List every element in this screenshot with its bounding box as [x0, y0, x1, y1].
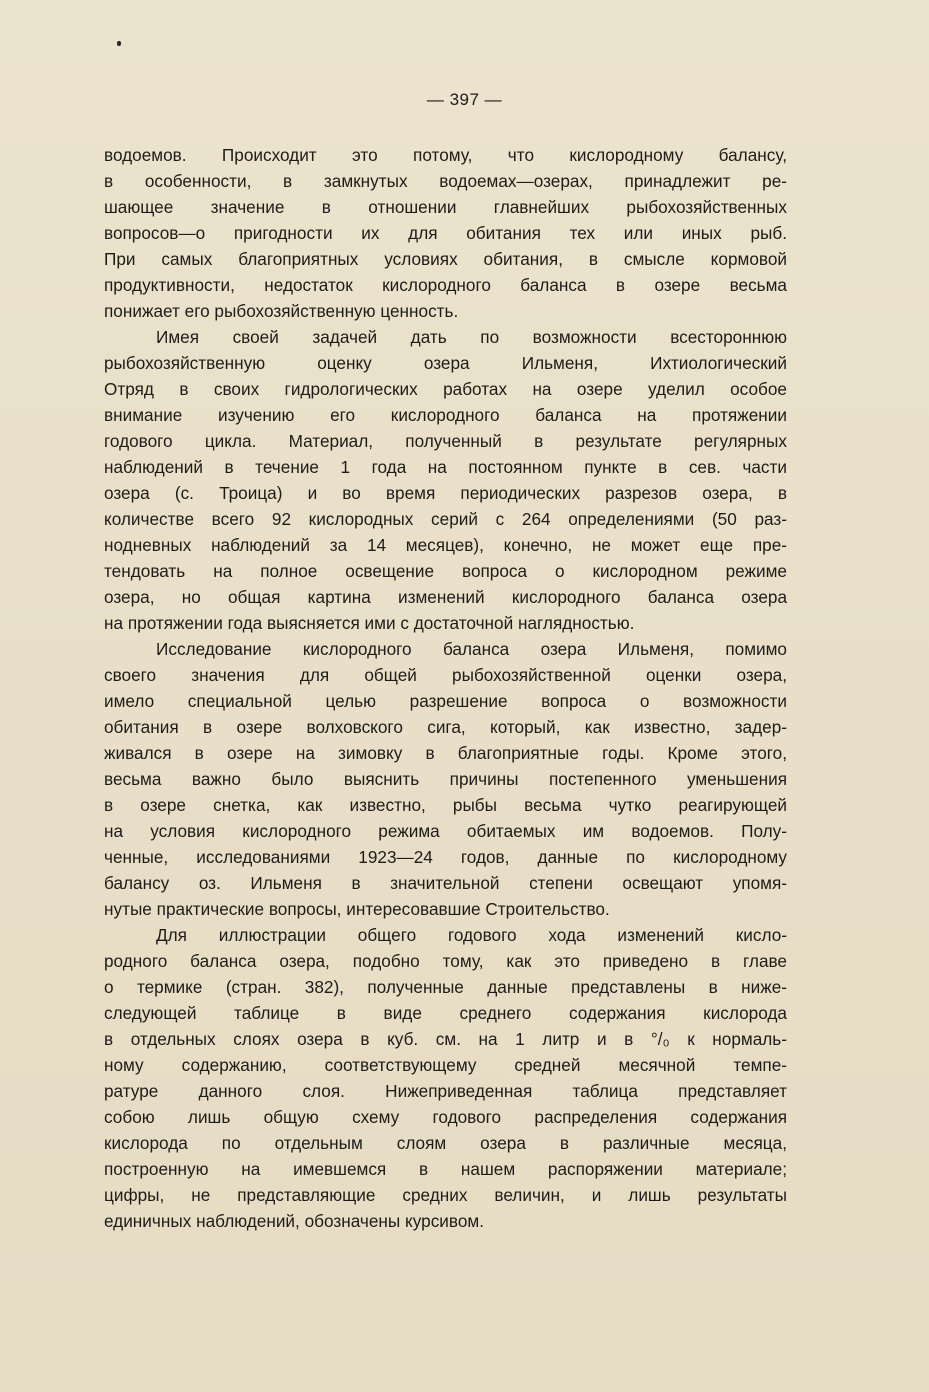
text-line: продуктивности, недостаток кислородного баланса в озере весьма [104, 275, 787, 295]
body-text [104, 142, 787, 1234]
text-line: Отряд в своих гидрологических работах на озере уделил особое [104, 379, 787, 399]
text-line: кислорода по отдельным слоям озера в различные месяца, [104, 1133, 787, 1153]
text-line: в особенности, в замкнутых водоемах—озерах, принадлежит ре- [104, 171, 787, 191]
text-line: собою лишь общую схему годового распределения содержания [104, 1107, 787, 1127]
paragraph [104, 922, 787, 1234]
text-line: рыбохозяйственную оценку озера Ильменя, Ихтиологический [104, 353, 787, 373]
text-line: количестве всего 92 кислородных серий с 264 определениями (50 раз- [104, 509, 787, 529]
text-line: годового цикла. Материал, полученный в результате регулярных [104, 431, 787, 451]
text-line: тендовать на полное освещение вопроса о кислородном режиме [104, 561, 787, 581]
text-line: на условия кислородного режима обитаемых им водоемов. Полу- [104, 821, 787, 841]
text-line: балансу оз. Ильменя в значительной степени освещают упомя- [104, 873, 787, 893]
text-line: следующей таблице в виде среднего содержания кислорода [104, 1003, 787, 1023]
text-line: наблюдений в течение 1 года на постоянном пункте в сев. части [104, 457, 787, 477]
text-line: ному содержанию, соответствующему средней месячной темпе- [104, 1055, 787, 1075]
text-line: озера (с. Троица) и во время периодических разрезов озера, в [104, 483, 787, 503]
text-line: ратуре данного слоя. Нижеприведенная таблица представляет [104, 1081, 787, 1101]
text-line: Имея своей задачей дать по возможности всестороннюю [156, 327, 787, 347]
text-line: озера, но общая картина изменений кислородного баланса озера [104, 587, 787, 607]
text-line: весьма важно было выяснить причины постепенного уменьшения [104, 769, 787, 789]
text-line: построенную на имевшемся в нашем распоряжении материале; [104, 1159, 787, 1179]
text-line: шающее значение в отношении главнейших рыбохозяйственных [104, 197, 787, 217]
text-line: живался в озере на зимовку в благоприятные годы. Кроме этого, [104, 743, 787, 763]
text-line: Исследование кислородного баланса озера Ильменя, помимо [156, 639, 787, 659]
text-line: единичных наблюдений, обозначены курсивом. [104, 1211, 484, 1231]
text-line: о термике (стран. 382), полученные данные представлены в ниже- [104, 977, 787, 997]
paragraph [104, 142, 787, 324]
text-line: ченные, исследованиями 1923—24 годов, данные по кислородному [104, 847, 787, 867]
page-number: — 397 — [426, 90, 503, 109]
text-line: на протяжении года выясняется ими с достаточной наглядностью. [104, 613, 635, 633]
text-line: в отдельных слоях озера в куб. см. на 1 литр и в °/₀ к нормаль- [104, 1029, 787, 1049]
text-line: вопросов—о пригодности их для обитания тех или иных рыб. [104, 223, 787, 243]
text-line: Для иллюстрации общего годового хода изменений кисло- [156, 925, 787, 945]
paragraph [104, 636, 787, 922]
text-line: нутые практические вопросы, интересовавшие Строительство. [104, 899, 610, 919]
text-line: родного баланса озера, подобно тому, как это приведено в главе [104, 951, 787, 971]
ink-speck [117, 41, 121, 46]
text-line: своего значения для общей рыбохозяйственной оценки озера, [104, 665, 787, 685]
paragraph [104, 324, 787, 636]
text-line: имело специальной целью разрешение вопроса о возможности [104, 691, 787, 711]
text-line: обитания в озере волховского сига, который, как известно, задер- [104, 717, 787, 737]
text-line: внимание изучению его кислородного баланса на протяжении [104, 405, 787, 425]
text-line: нодневных наблюдений за 14 месяцев), конечно, не может еще пре- [104, 535, 787, 555]
text-line: При самых благоприятных условиях обитания, в смысле кормовой [104, 249, 787, 269]
text-line: в озере снетка, как известно, рыбы весьма чутко реагирующей [104, 795, 787, 815]
text-line: цифры, не представляющие средних величин, и лишь результаты [104, 1185, 787, 1205]
text-line: понижает его рыбохозяйственную ценность. [104, 301, 459, 321]
text-line: водоемов. Происходит это потому, что кислородному балансу, [104, 145, 787, 165]
